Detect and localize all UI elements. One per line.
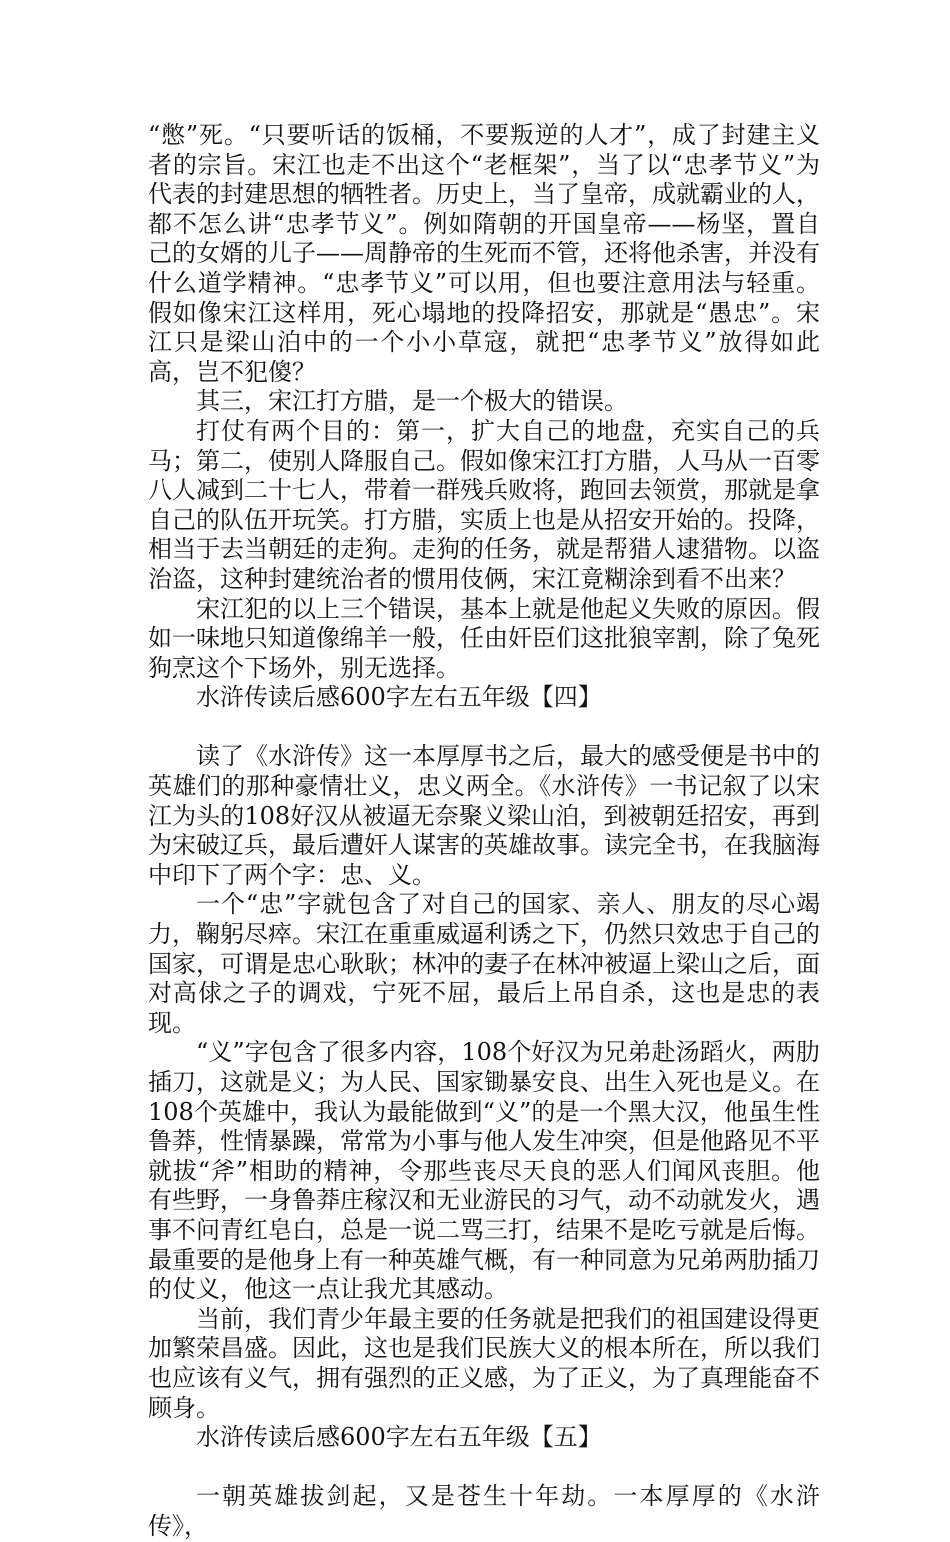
section-heading-5: 水浒传读后感600字左右五年级【五】	[196, 1423, 602, 1452]
paragraph-3: 打仗有两个目的：第一，扩大自己的地盘，充实自己的兵马；第二，使别人降服自己。假如像宋江打方腊，人马从一百零八人减到二十七人，带着一群残兵败将，跑回去领赏，那就是拿自己的队伍开玩笑。打方腊，实质上也是从招安开始的。投降，相当于去当朝廷的走狗。走狗的任务，就是帮猎人逮猎物。以盗治盗，这种封建统治者的惯用伎俩，宋江竟糊涂到看不出来？	[148, 416, 820, 593]
paragraph-4: 宋江犯的以上三个错误，基本上就是他起义失败的原因。假如一味地只知道像绵羊一般，任由奸臣们这批狼宰割，除了兔死狗烹这个下场外，别无选择。	[148, 594, 820, 682]
paragraph-1: “憋”死。“只要听话的饭桶，不要叛逆的人才”，成了封建主义者的宗旨。宋江也走不出这个“老框架”，当了以“忠孝节义”为代表的封建思想的牺牲者。历史上，当了皇帝，成就霸业的人，都不怎么讲“忠孝节义”。例如隋朝的开国皇帝——杨坚，置自己的女婿的儿子——周静帝的生死而不管，还将他杀害，并没有什么道学精神。“忠孝节义”可以用，但也要注意用法与轻重。假如像宋江这样用，死心塌地的投降招安，那就是“愚忠”。宋江只是梁山泊中的一个小小草寇，就把“忠孝节义”放得如此高，岂不犯傻？	[148, 121, 820, 386]
section-heading-4: 水浒传读后感600字左右五年级【四】	[196, 683, 602, 712]
document-body	[148, 121, 820, 1542]
paragraph-6: 一个“忠”字就包含了对自己的国家、亲人、朋友的尽心竭力，鞠躬尽瘁。宋江在重重威逼利诱之下，仍然只效忠于自己的国家，可谓是忠心耿耿；林冲的妻子在林冲被逼上梁山之后，面对高俅之子的调戏，宁死不屈，最后上吊自杀，这也是忠的表现。	[148, 890, 820, 1037]
paragraph-9: 一朝英雄拔剑起，又是苍生十年劫。一本厚厚的《水浒传》，	[148, 1482, 820, 1540]
paragraph-2: 其三，宋江打方腊，是一个极大的错误。	[196, 387, 628, 416]
paragraph-8: 当前，我们青少年最主要的任务就是把我们的祖国建设得更加繁荣昌盛。因此，这也是我们民族大义的根本所在，所以我们也应该有义气，拥有强烈的正义感，为了正义，为了真理能奋不顾身。	[148, 1304, 820, 1422]
paragraph-5: 读了《水浒传》这一本厚厚书之后，最大的感受便是书中的英雄们的那种豪情壮义，忠义两全。《水浒传》一书记叙了以宋江为头的108好汉从被逼无奈聚义梁山泊，到被朝廷招安，再到为宋破辽兵，最后遭奸人谋害的英雄故事。读完全书，在我脑海中印下了两个字：忠、义。	[148, 742, 820, 889]
paragraph-7: “义”字包含了很多内容，108个好汉为兄弟赴汤蹈火，两肋插刀，这就是义；为人民、国家锄暴安良、出生入死也是义。在108个英雄中，我认为最能做到“义”的是一个黑大汉，他虽生性鲁莽，性情暴躁，常常为小事与他人发生冲突，但是他路见不平就拔“斧”相助的精神，令那些丧尽天良的恶人们闻风丧胆。他有些野，一身鲁莽庄稼汉和无业游民的习气，动不动就发火，遇事不问青红皂白，总是一说二骂三打，结果不是吃亏就是后悔。最重要的是他身上有一种英雄气概，有一种同意为兄弟两肋插刀的仗义，他这一点让我尤其感动。	[148, 1038, 820, 1304]
